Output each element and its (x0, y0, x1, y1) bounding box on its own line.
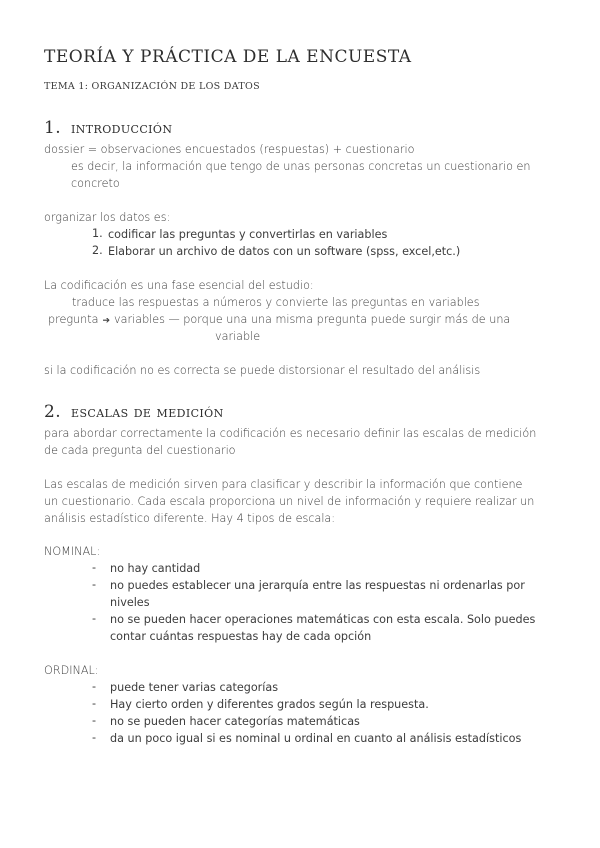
list-item: Elaborar un archivo de datos con un software (spss, excel,etc.) (108, 245, 461, 258)
paragraph-variable: variable (215, 330, 261, 343)
nominal-label: NOMINAL: (44, 545, 101, 558)
list-item: no se pueden hacer operaciones matemáticas con esta escala. Solo puedes (110, 613, 536, 626)
section-2-heading (44, 402, 224, 422)
document-subtitle: TEMA 1: ORGANIZACIÓN DE LOS DATOS (44, 81, 260, 92)
list-item: no puedes establecer una jerarquía entre las respuestas ni ordenarlas por (110, 579, 525, 592)
ordinal-label: ORDINAL: (44, 664, 99, 677)
paragraph-traduce: traduce las respuestas a números y convierte las preguntas en variables (72, 296, 480, 309)
section-2-title: escalas de medición (71, 403, 224, 421)
dash-marker: - (92, 731, 97, 744)
variables-text: variables — porque una una misma pregunta puede surgir más de una (114, 313, 511, 326)
paragraph-escalas-end: análisis estadístico diferente. Hay 4 tipos de escala: (44, 512, 336, 525)
dash-marker: - (92, 714, 97, 727)
list-item: puede tener varias categorías (110, 681, 279, 694)
dash-marker: - (92, 612, 97, 625)
dash-marker: - (92, 561, 97, 574)
paragraph-abordar-cont: de cada pregunta del cuestionario (44, 444, 236, 457)
section-1-number: 1. (44, 118, 62, 138)
list-item: da un poco igual si es nominal u ordinal en cuanto al análisis estadísticos (110, 732, 522, 745)
paragraph-dossier: dossier = observaciones encuestados (respuestas) + cuestionario (44, 143, 415, 156)
paragraph-abordar: para abordar correctamente la codificación es necesario definir las escalas de medición (44, 427, 537, 440)
pregunta-text: pregunta (48, 313, 99, 326)
paragraph-warning: si la codificación no es correcta se puede distorsionar el resultado del análisis (44, 364, 481, 377)
list-item: contar cuántas respuestas hay de cada opción (110, 630, 372, 643)
paragraph-es-decir: es decir, la información que tengo de unas personas concretas un cuestionario en (71, 160, 531, 173)
dash-marker: - (92, 680, 97, 693)
list-marker: 2. (92, 244, 103, 257)
paragraph-pregunta (48, 312, 510, 330)
document-title: TEORÍA Y PRÁCTICA DE LA ENCUESTA (44, 47, 412, 67)
paragraph-escalas-cont: un cuestionario. Cada escala proporciona un nivel de información y requiere realizar un (44, 495, 535, 508)
section-1-heading (44, 118, 172, 138)
section-1-title: introducción (71, 119, 173, 137)
section-2-number: 2. (44, 402, 62, 422)
arrow-right-icon: ➔ (102, 316, 111, 326)
dash-marker: - (92, 578, 97, 591)
paragraph-escalas: Las escalas de medición sirven para clasificar y describir la información que contiene (44, 478, 523, 491)
paragraph-organizar: organizar los datos es: (44, 211, 171, 224)
list-item: niveles (110, 596, 150, 609)
dash-marker: - (92, 697, 97, 710)
paragraph-codificacion: La codificación es una fase esencial del estudio: (44, 279, 314, 292)
paragraph-es-decir-cont: concreto (71, 177, 120, 190)
list-marker: 1. (92, 227, 103, 240)
list-item: no hay cantidad (110, 562, 201, 575)
list-item: no se pueden hacer categorías matemáticas (110, 715, 360, 728)
list-item: Hay cierto orden y diferentes grados según la respuesta. (110, 698, 429, 711)
list-item: codificar las preguntas y convertirlas en variables (108, 228, 388, 241)
